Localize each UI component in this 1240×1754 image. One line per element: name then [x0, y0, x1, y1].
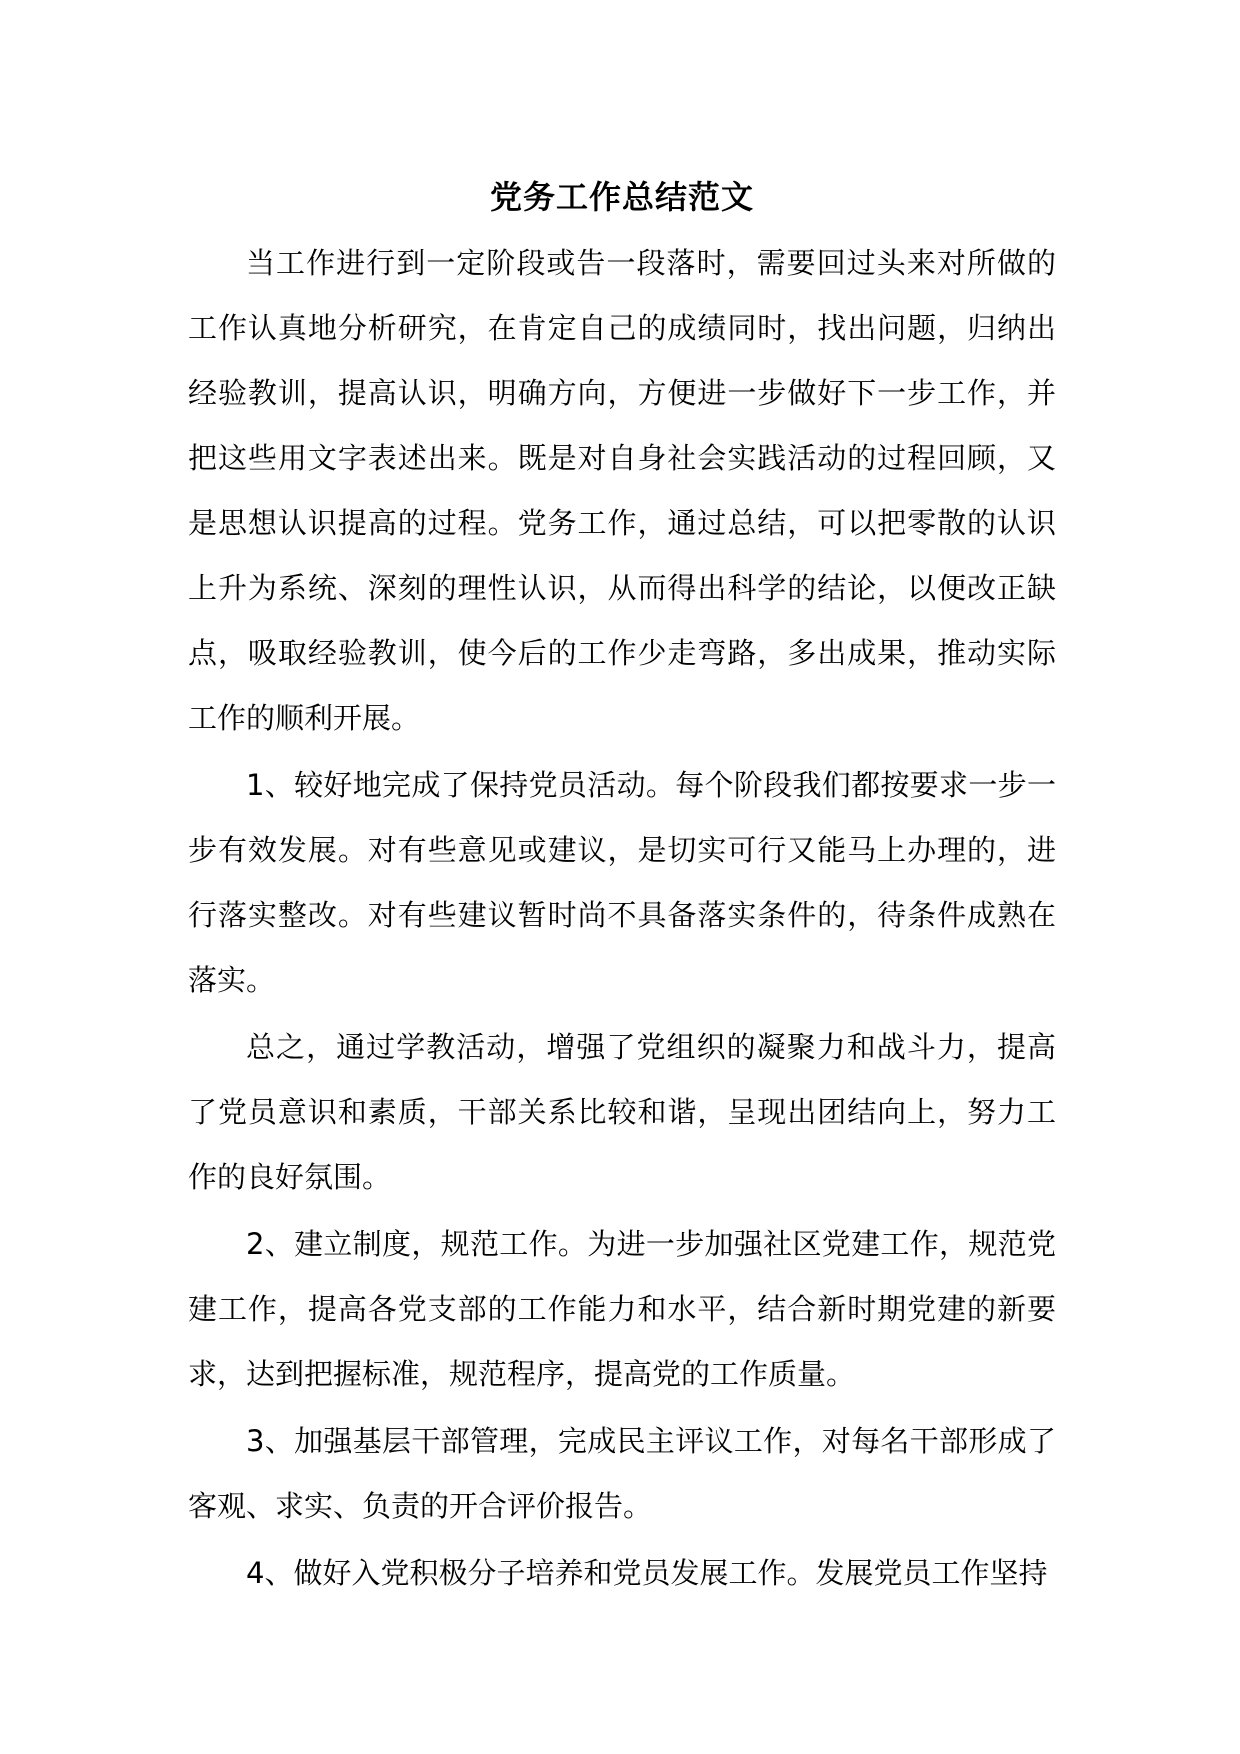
paragraph-item-3: 3、加强基层干部管理，完成民主评议工作，对每名干部形成了客观、求实、负责的开合评价报告。 — [188, 1424, 1056, 1523]
document-title: 党务工作总结范文 — [489, 178, 754, 216]
paragraph-item-2: 2、建立制度，规范工作。为进一步加强社区党建工作，规范党建工作，提高各党支部的工作能力和水平，结合新时期党建的新要求，达到把握标准，规范程序，提高党的工作质量。 — [188, 1227, 1056, 1391]
paragraph-intro: 当工作进行到一定阶段或告一段落时，需要回过头来对所做的工作认真地分析研究，在肯定自己的成绩同时，找出问题，归纳出经验教训，提高认识，明确方向，方便进一步做好下一步工作，并把这些用文字表述出来。既是对自身社会实践活动的过程回顾，又是思想认识提高的过程。党务工作，通过总结，可以把零散的认识上升为系统、深刻的理性认识，从而得出科学的结论，以便改正缺点，吸取经验教训，使今后的工作少走弯路，多出成果，推动实际工作的顺利开展。 — [188, 246, 1056, 735]
paragraph-summary: 总之，通过学教活动，增强了党组织的凝聚力和战斗力，提高了党员意识和素质，干部关系比较和谐，呈现出团结向上，努力工作的良好氛围。 — [188, 1030, 1056, 1194]
paragraph-item-1: 1、较好地完成了保持党员活动。每个阶段我们都按要求一步一步有效发展。对有些意见或建议，是切实可行又能马上办理的，进行落实整改。对有些建议暂时尚不具备落实条件的，待条件成熟在落实。 — [188, 768, 1056, 997]
document-page — [188, 165, 1056, 1608]
paragraph-item-4: 4、做好入党积极分子培养和党员发展工作。发展党员工作坚持 — [246, 1556, 1048, 1590]
